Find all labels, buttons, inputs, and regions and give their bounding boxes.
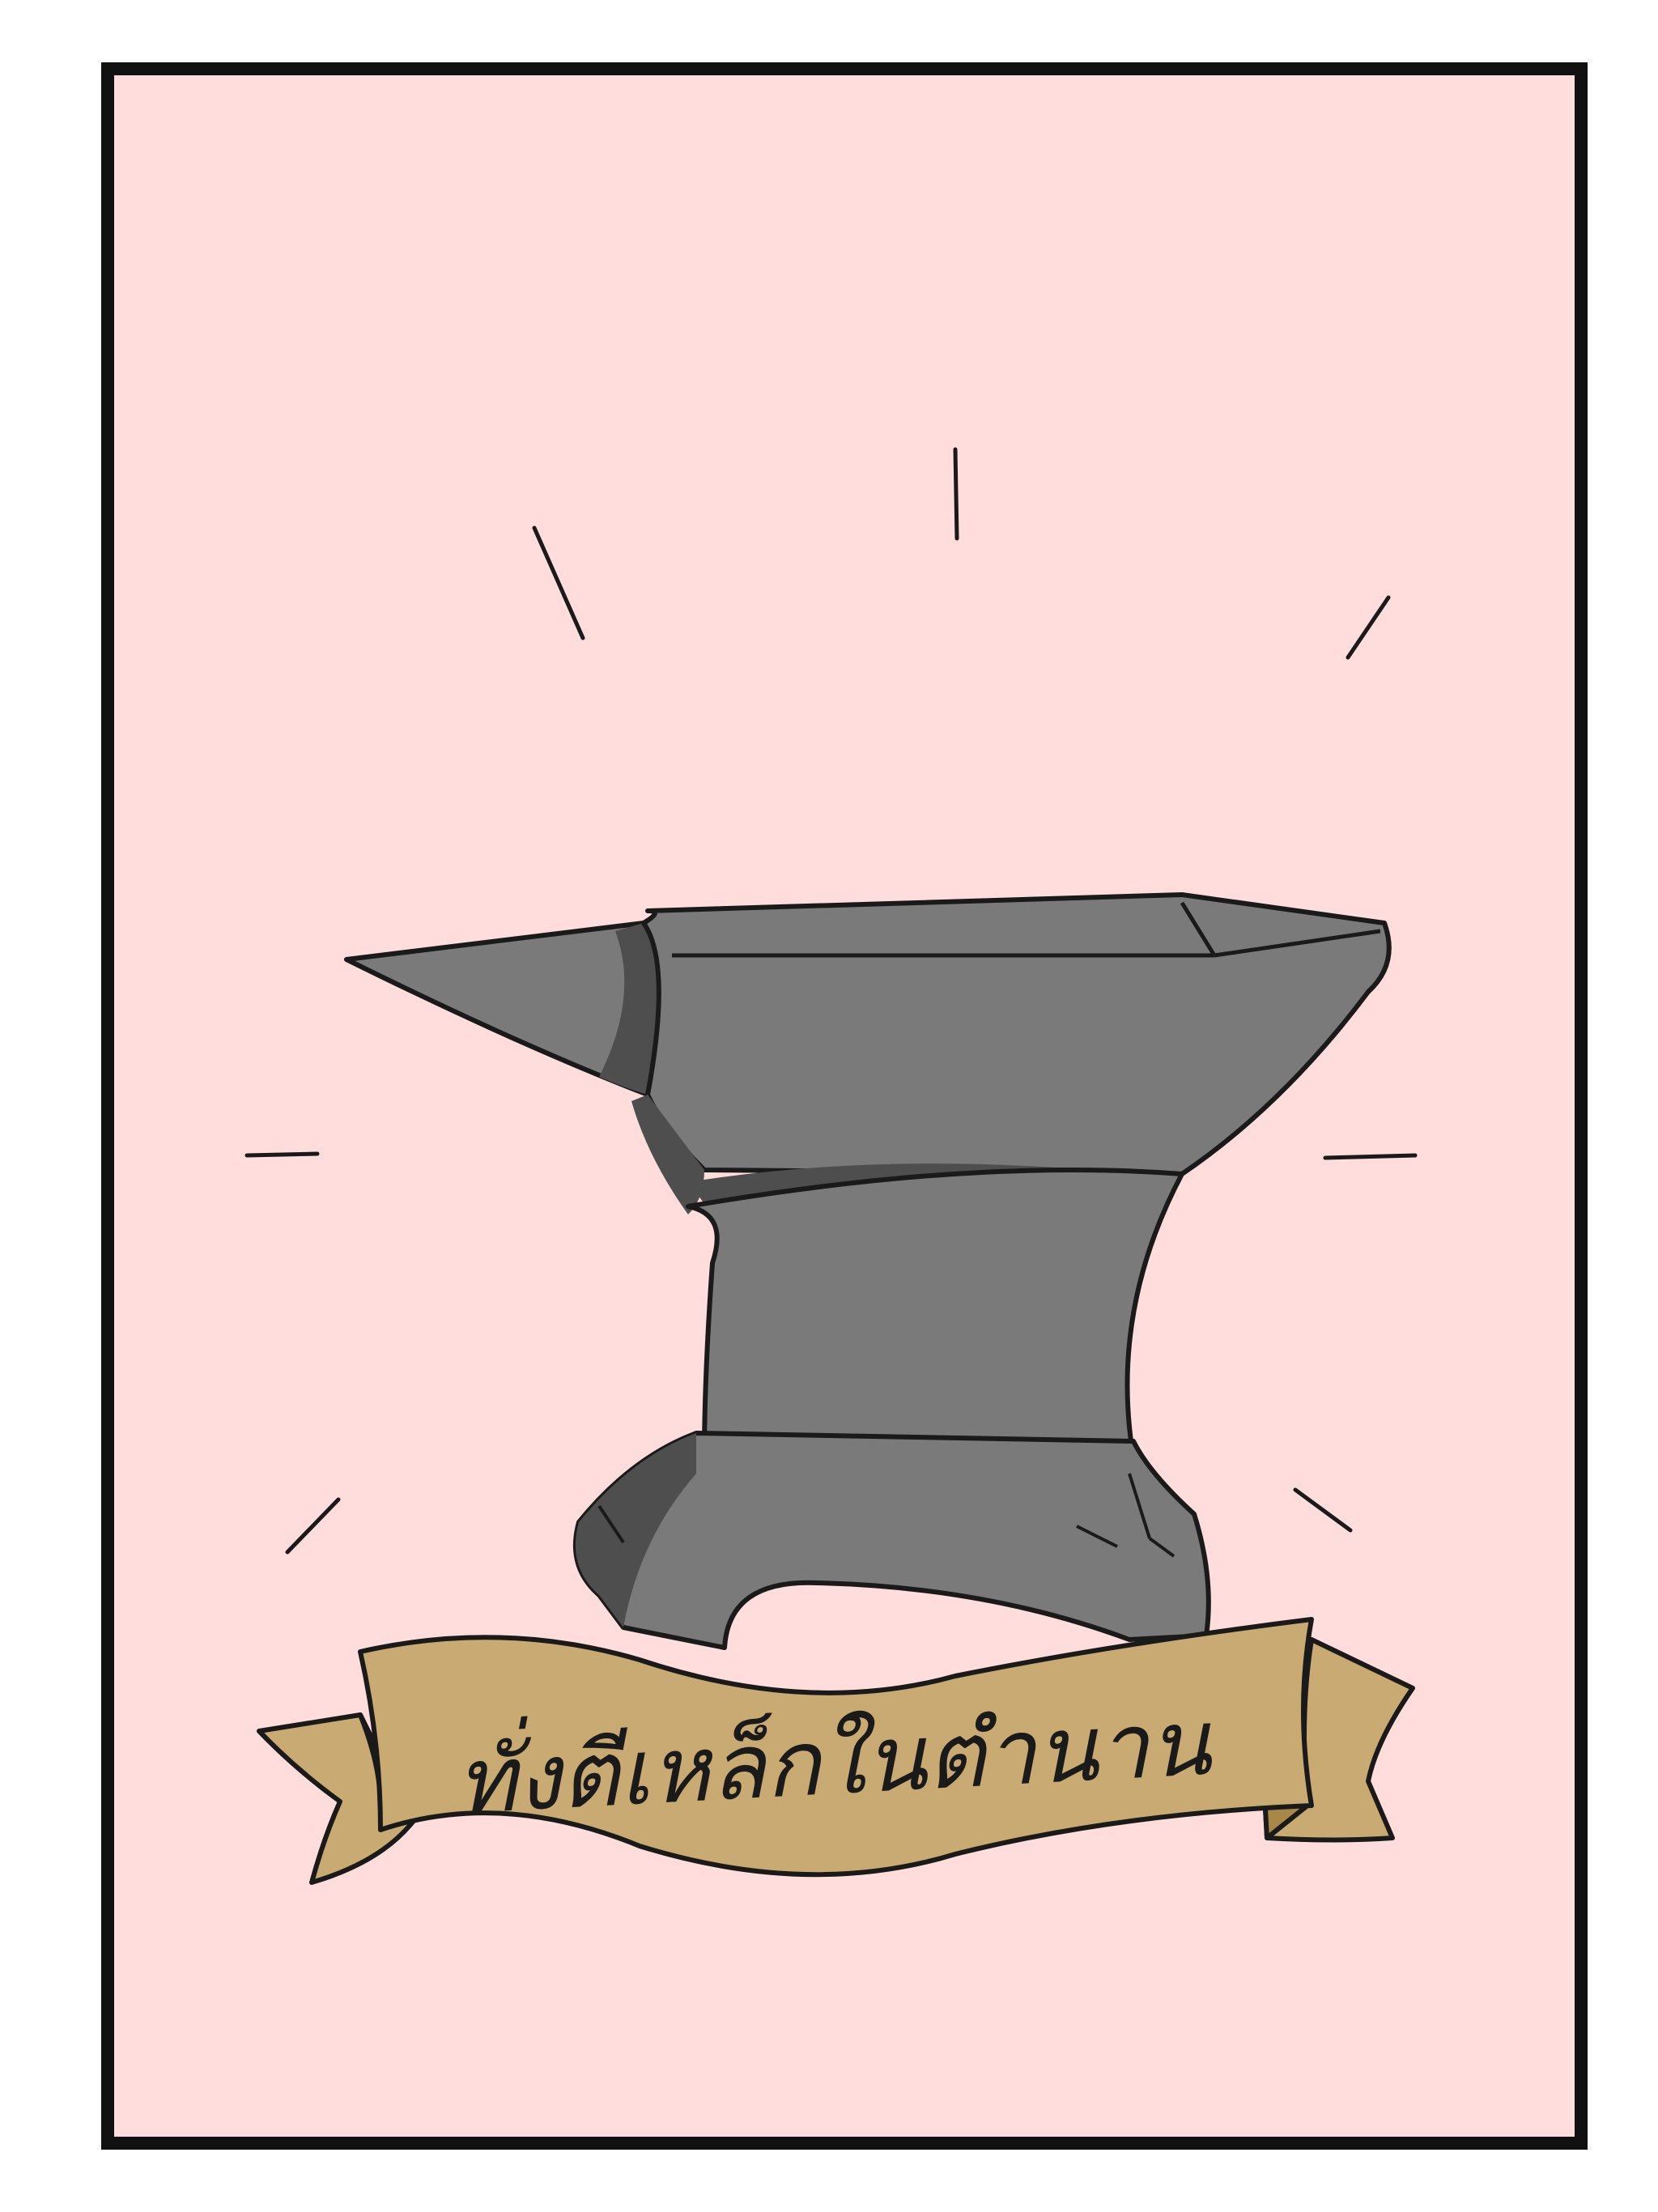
emphasis-line-top [955,449,957,538]
anvil-body [688,1170,1182,1457]
emphasis-line-right [1325,1155,1415,1158]
banner-title-text: ทั่งตีเหล็กในตำนาน [453,1690,1214,1836]
emphasis-line-left [247,1154,317,1155]
